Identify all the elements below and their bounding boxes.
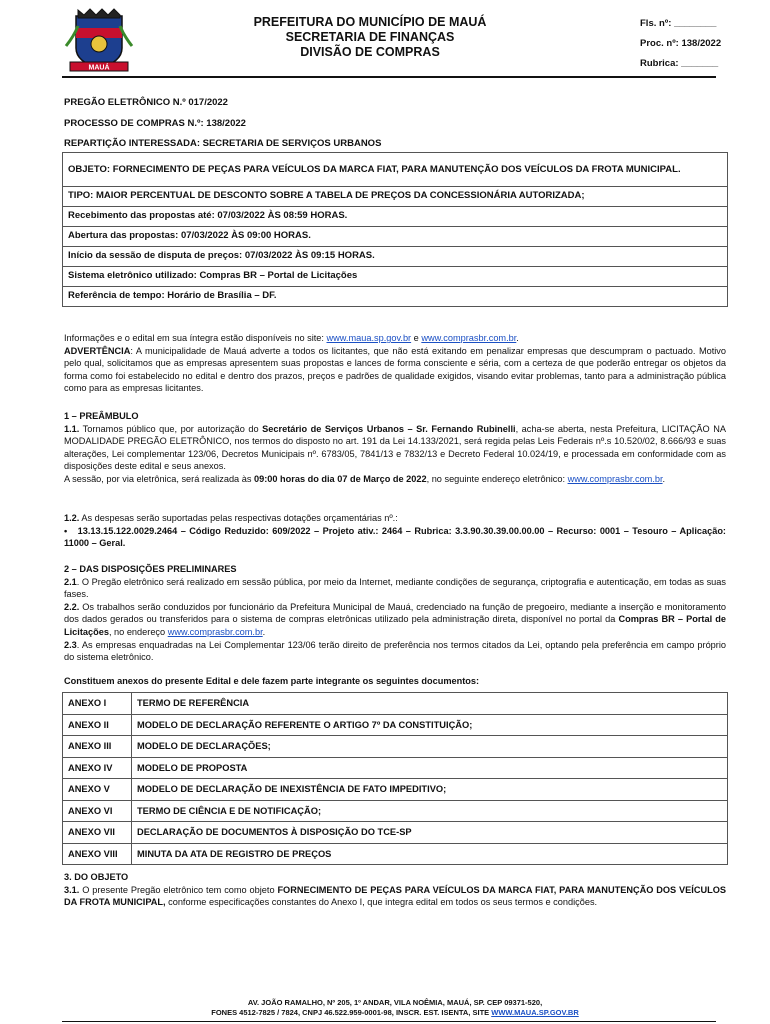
info-row-abertura: Abertura das propostas: 07/03/2022 ÀS 09:00 HORAS. bbox=[63, 227, 728, 247]
footer bbox=[62, 998, 728, 1018]
item-2-2-num: 2.2. bbox=[64, 601, 80, 612]
annex-description: MODELO DE DECLARAÇÕES; bbox=[132, 736, 728, 758]
comprasbr-site-link[interactable]: www.comprasbr.com.br bbox=[421, 333, 517, 343]
annex-row bbox=[63, 736, 728, 758]
advertencia-text: : A municipalidade de Mauá adverte a todos os licitantes, que não está exitando em penalizar empresas que descumpram o pactuado. Motivo pelo qual, solicitamos que as empresas apresentem suas propostas e lances de forma consciente e séria, com a certeza de que poderão entregar os objetos da forma como foi estabelecido no edital e dentro dos prazos, preços e padrões de qualidade exigidos, visando evitar problemas, tanto para a administração pública como para as empresas licitantes. bbox=[64, 345, 726, 394]
item-2-3-num: 2.3 bbox=[64, 639, 77, 650]
despesas-num: 1.2. bbox=[64, 513, 80, 523]
annex-table bbox=[62, 692, 728, 865]
annex-id: ANEXO VII bbox=[63, 822, 132, 844]
footer-divider bbox=[62, 1021, 716, 1022]
advertencia-label: ADVERTÊNCIA bbox=[64, 345, 131, 356]
bullet: • bbox=[64, 525, 68, 536]
info-row-disputa: Início da sessão de disputa de preços: 07/03/2022 ÀS 09:15 HORAS. bbox=[63, 247, 728, 267]
dotacao-line bbox=[64, 525, 726, 550]
preambulo-text-2: , acha-se aberta, nesta Prefeitura, LICITAÇÃO NA MODALIDADE PREGÃO ELETRÔNICO, nos termos do disposto no art. 191 da Lei 14.133/2021, será regida pelas Leis Federais nº.s 10.520/02, 8.666/93 e suas alterações, Lei complementar 123/06, Decretos Municipais nº. 6783/05, 7841/13 e 7832/13 e Decreto Federal 10.024/19, e processada em conformidade com as disposições deste edital e seus anexos. bbox=[64, 423, 726, 472]
sessao-datetime: 09:00 horas do dia 07 de Março de 2022 bbox=[253, 473, 427, 484]
maua-site-link[interactable]: www.maua.sp.gov.br bbox=[326, 333, 412, 343]
annex-row bbox=[63, 693, 728, 715]
annex-row bbox=[63, 757, 728, 779]
annex-row bbox=[63, 800, 728, 822]
sessao-paragraph bbox=[64, 473, 726, 486]
item-2-1-num: 2.1 bbox=[64, 576, 77, 587]
objeto-title: 3. DO OBJETO bbox=[64, 872, 129, 882]
annex-row bbox=[63, 843, 728, 865]
preambulo-text-1: Tornamos público que, por autorização do bbox=[79, 423, 263, 434]
info-text: Informações e o edital em sua íntegra estão disponíveis no site: bbox=[64, 333, 327, 343]
intro-section bbox=[64, 332, 726, 395]
annex-description: TERMO DE CIÊNCIA E DE NOTIFICAÇÃO; bbox=[132, 800, 728, 822]
despesas-text: As despesas serão suportadas pelas respectivas dotações orçamentárias nº.: bbox=[79, 513, 398, 523]
item-2-2-portal: Compras BR – Portal de Licitações bbox=[64, 614, 726, 637]
annex-row bbox=[63, 822, 728, 844]
advertencia-paragraph bbox=[64, 345, 726, 395]
sessao-text-2: , no seguinte endereço eletrônico: bbox=[426, 473, 568, 484]
city-crest-logo bbox=[64, 6, 134, 74]
objeto-num: 3.1. bbox=[64, 884, 80, 895]
footer-address: AV. JOÃO RAMALHO, Nº 205, 1º ANDAR, VILA NOÊMIA, MAUÁ, SP. CEP 09371-520, bbox=[247, 998, 543, 1007]
item-2-1-text: . O Pregão eletrônico será realizado em sessão pública, por meio da Internet, mediante condições de segurança, criptografia e autenticação, em todas as suas fases. bbox=[64, 576, 726, 600]
header-line-2: SECRETARIA DE FINANÇAS bbox=[285, 30, 455, 44]
header-line-3: DIVISÃO DE COMPRAS bbox=[300, 45, 440, 59]
annex-description: DECLARAÇÃO DE DOCUMENTOS À DISPOSIÇÃO DO TCE-SP bbox=[132, 822, 728, 844]
annex-row bbox=[63, 779, 728, 801]
annex-id: ANEXO V bbox=[63, 779, 132, 801]
header-line-1: PREFEITURA DO MUNICÍPIO DE MAUÁ bbox=[253, 15, 487, 29]
item-2-2-end: . bbox=[262, 626, 266, 637]
despesas-paragraph bbox=[64, 512, 726, 525]
info-row-objeto: OBJETO: FORNECIMENTO DE PEÇAS PARA VEÍCULOS DA MARCA FIAT, PARA MANUTENÇÃO DOS VEÍCULOS DA FROTA MUNICIPAL. bbox=[63, 153, 728, 187]
despesas-section bbox=[64, 512, 726, 550]
annex-id: ANEXO I bbox=[63, 693, 132, 715]
preambulo-section bbox=[64, 410, 726, 486]
info-end: . bbox=[516, 333, 519, 343]
disposicoes-2-2 bbox=[64, 601, 726, 639]
annex-description: MODELO DE DECLARAÇÃO DE INEXISTÊNCIA DE FATO IMPEDITIVO; bbox=[132, 779, 728, 801]
annex-description: MODELO DE PROPOSTA bbox=[132, 757, 728, 779]
objeto-section bbox=[64, 871, 726, 909]
info-paragraph bbox=[64, 332, 726, 345]
annex-id: ANEXO IV bbox=[63, 757, 132, 779]
footer-site-link[interactable]: WWW.MAUA.SP.GOV.BR bbox=[491, 1008, 579, 1017]
item-2-2-text: Os trabalhos serão conduzidos por funcionário da Prefeitura Municipal de Mauá, credenciado na função de pregoeiro, mediante a inserção e monitoramento dos dados gerados ou transferidos para o sistema de compras eletrônicas utilizado pela administração direta, disponível no portal da bbox=[64, 601, 726, 625]
objeto-text-2: conforme especificações constantes do Anexo I, que integra edital em todos os seus termos e condições. bbox=[165, 897, 598, 908]
annex-id: ANEXO VIII bbox=[63, 843, 132, 865]
annex-row bbox=[63, 714, 728, 736]
header-stamp-block bbox=[640, 14, 735, 74]
annex-description: MINUTA DA ATA DE REGISTRO DE PREÇOS bbox=[132, 843, 728, 865]
sessao-end: . bbox=[662, 473, 666, 484]
item-2-3-text: . As empresas enquadradas na Lei Complementar 123/06 terão direito de preferência nos termos citados da Lei, optando pela preferência em campo próprio do sistema eletrônico. bbox=[64, 639, 726, 663]
disposicoes-title: 2 – DAS DISPOSIÇÕES PRELIMINARES bbox=[64, 564, 237, 574]
objeto-text-1: O presente Pregão eletrônico tem como objeto bbox=[79, 884, 278, 895]
annex-id: ANEXO VI bbox=[63, 800, 132, 822]
dotacao-text: 13.13.15.122.0029.2464 – Código Reduzido: 609/2022 – Projeto ativ.: 2464 – Rubrica: 3.3.90.30.39.00.00.00 – Recurso: 0001 – Tesouro – Aplicação: 11000 – Geral. bbox=[64, 525, 726, 549]
objeto-bold: FORNECIMENTO DE PEÇAS PARA VEÍCULOS DA MARCA FIAT, PARA MANUTENÇÃO DOS VEÍCULOS DA FROTA MUNICIPAL, bbox=[64, 884, 726, 908]
footer-contacts-text: FONES 4512-7825 / 7824, CNPJ 46.522.959-0001-98, INSCR. EST. ISENTA, SITE bbox=[211, 1008, 492, 1017]
header-divider bbox=[62, 76, 716, 78]
disposicoes-2-1 bbox=[64, 576, 726, 601]
preambulo-paragraph bbox=[64, 423, 726, 473]
annex-description: TERMO DE REFERÊNCIA bbox=[132, 693, 728, 715]
annex-intro: Constituem anexos do presente Edital e dele fazem parte integrante os seguintes documentos: bbox=[64, 676, 480, 686]
rubrica-field: Rubrica: _______ bbox=[640, 58, 719, 69]
fls-field: Fls. nº: ________ bbox=[640, 18, 717, 29]
item-2-2-link[interactable]: www.comprasbr.com.br bbox=[167, 626, 263, 637]
preambulo-title: 1 – PREÂMBULO bbox=[64, 411, 139, 421]
processo-number: PROCESSO DE COMPRAS N.º: 138/2022 bbox=[64, 118, 246, 129]
annex-id: ANEXO III bbox=[63, 736, 132, 758]
disposicoes-2-3 bbox=[64, 639, 726, 664]
sessao-link[interactable]: www.comprasbr.com.br bbox=[567, 473, 663, 484]
annex-description: MODELO DE DECLARAÇÃO REFERENTE O ARTIGO 7º DA CONSTITUIÇÃO; bbox=[132, 714, 728, 736]
proc-field: Proc. nº: 138/2022 bbox=[640, 38, 722, 49]
footer-contacts bbox=[62, 1008, 728, 1018]
info-row-referencia: Referência de tempo: Horário de Brasília – DF. bbox=[63, 287, 728, 307]
info-row-sistema: Sistema eletrônico utilizado: Compras BR – Portal de Licitações bbox=[63, 267, 728, 287]
annex-id: ANEXO II bbox=[63, 714, 132, 736]
pregao-number: PREGÃO ELETRÔNICO N.º 017/2022 bbox=[64, 97, 228, 108]
preambulo-num: 1.1. bbox=[64, 423, 80, 434]
info-row-tipo: TIPO: MAIOR PERCENTUAL DE DESCONTO SOBRE A TABELA DE PREÇOS DA CONCESSIONÁRIA AUTORIZADA; bbox=[63, 187, 728, 207]
reparticao: REPARTIÇÃO INTERESSADA: SECRETARIA DE SERVIÇOS URBANOS bbox=[64, 138, 382, 149]
crest-banner-text: MAUÁ bbox=[88, 64, 110, 72]
info-and: e bbox=[411, 333, 422, 343]
header-title-block bbox=[190, 15, 550, 60]
preambulo-secretario: Secretário de Serviços Urbanos – Sr. Fernando Rubinelli bbox=[262, 423, 516, 434]
disposicoes-section bbox=[64, 563, 726, 664]
info-row-recebimento: Recebimento das propostas até: 07/03/2022 ÀS 08:59 HORAS. bbox=[63, 207, 728, 227]
item-2-2-text-b: , no endereço bbox=[108, 626, 168, 637]
summary-table bbox=[62, 152, 728, 307]
sessao-text-1: A sessão, por via eletrônica, será realizada às bbox=[64, 473, 254, 484]
objeto-paragraph bbox=[64, 884, 726, 909]
